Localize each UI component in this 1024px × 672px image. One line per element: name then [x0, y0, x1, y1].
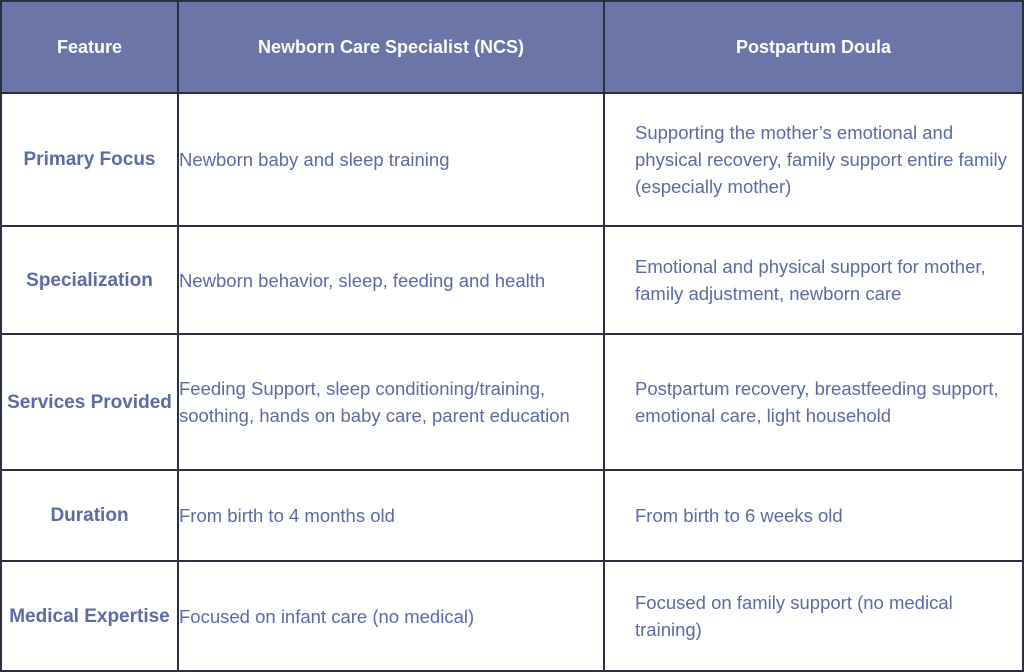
header-doula: Postpartum Doula: [604, 1, 1023, 93]
header-ncs: Newborn Care Specialist (NCS): [178, 1, 604, 93]
table-row-medical-expertise: [1, 561, 1023, 671]
table-row-primary-focus: [1, 93, 1023, 226]
header-feature: Feature: [1, 1, 178, 93]
row-ncs-cell: Feeding Support, sleep conditioning/training, soothing, hands on baby care, parent education: [178, 334, 604, 470]
table-row-services-provided: [1, 334, 1023, 470]
row-doula-cell: From birth to 6 weeks old: [604, 470, 1023, 561]
row-doula-cell: Focused on family support (no medical training): [604, 561, 1023, 671]
row-feature-label: Specialization: [1, 226, 178, 334]
table-header-row: [1, 1, 1023, 93]
row-ncs-cell: From birth to 4 months old: [178, 470, 604, 561]
row-doula-cell: Emotional and physical support for mother, family adjustment, newborn care: [604, 226, 1023, 334]
row-feature-label: Services Provided: [1, 334, 178, 470]
table-row-duration: [1, 470, 1023, 561]
row-doula-cell: Postpartum recovery, breastfeeding support, emotional care, light household: [604, 334, 1023, 470]
table-row-specialization: [1, 226, 1023, 334]
row-feature-label: Duration: [1, 470, 178, 561]
row-ncs-cell: Focused on infant care (no medical): [178, 561, 604, 671]
row-doula-cell: Supporting the mother’s emotional and physical recovery, family support entire family (especially mother): [604, 93, 1023, 226]
row-feature-label: Medical Expertise: [1, 561, 178, 671]
row-feature-label: Primary Focus: [1, 93, 178, 226]
row-ncs-cell: Newborn behavior, sleep, feeding and health: [178, 226, 604, 334]
row-ncs-cell: Newborn baby and sleep training: [178, 93, 604, 226]
